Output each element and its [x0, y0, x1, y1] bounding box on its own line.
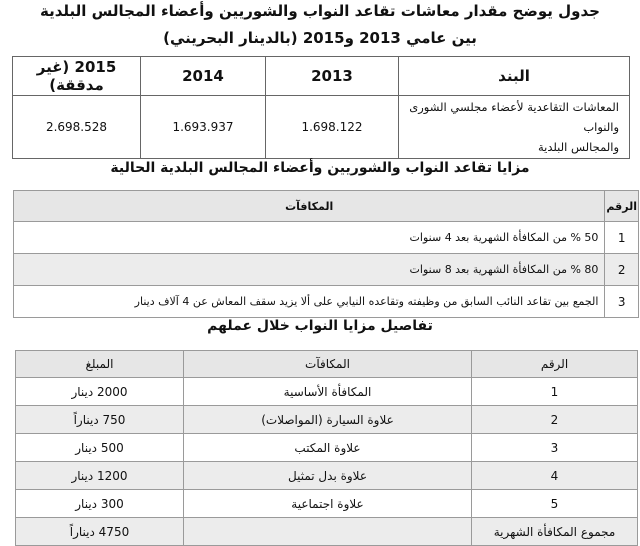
row-number: 1	[472, 378, 638, 406]
item-line-2: والمجالس البلدية	[537, 140, 619, 154]
header-2013: 2013	[266, 57, 399, 96]
table-header-row	[16, 351, 638, 378]
table-row	[16, 378, 638, 406]
row-number: 3	[605, 286, 639, 318]
section-heading-benefits: مزايا تقاعد النواب والشوريين وأعضاء المجالس البلدية الحالية	[110, 160, 530, 176]
header-amount: المبلغ	[16, 351, 184, 378]
row-text: 50 % من المكافأة الشهرية بعد 4 سنوات	[14, 222, 605, 254]
row-name: علاوة السيارة (المواصلات)	[184, 406, 472, 434]
document-title-line-1: جدول يوضح مقدار معاشات تقاعد النواب والشوريين وأعضاء المجالس البلدية	[40, 2, 600, 20]
table-row	[16, 490, 638, 518]
row-amount: 1200 دينار	[16, 462, 184, 490]
row-number: 5	[472, 490, 638, 518]
header-number: الرقم	[605, 191, 639, 222]
table-header-row	[13, 57, 630, 96]
allowances-table	[15, 350, 638, 546]
row-name: علاوة اجتماعية	[184, 490, 472, 518]
header-benefits: المكافآت	[14, 191, 605, 222]
table-row	[14, 222, 639, 254]
row-text: الجمع بين تقاعد النائب السابق من وظيفته وتقاعده النيابي على ألا يزيد سقف المعاش عن 4 آلاف دينار	[14, 286, 605, 318]
table-row	[16, 462, 638, 490]
header-2015: 2015 (غير مدققة)	[13, 57, 141, 96]
section-heading-allowances: تفاصيل مزايا النواب خلال عملهم	[207, 318, 433, 334]
value-2015: 2.698.528	[13, 96, 141, 159]
pension-amounts-table	[12, 56, 630, 159]
row-amount: 750 ديناراً	[16, 406, 184, 434]
header-item: البند	[399, 57, 630, 96]
row-number: 1	[605, 222, 639, 254]
total-row	[16, 518, 638, 546]
retirement-benefits-table	[13, 190, 639, 318]
row-amount: 2000 دينار	[16, 378, 184, 406]
document-title-line-2: بين عامي 2013 و2015 (بالدينار البحريني)	[163, 29, 477, 47]
value-2013: 1.698.122	[266, 96, 399, 159]
row-name: علاوة بدل تمثيل	[184, 462, 472, 490]
table-row	[14, 286, 639, 318]
row-number: 2	[605, 254, 639, 286]
total-amount: 4750 ديناراً	[16, 518, 184, 546]
item-cell	[399, 96, 630, 159]
row-number: 4	[472, 462, 638, 490]
row-number: 2	[472, 406, 638, 434]
total-label: مجموع المكافأة الشهرية	[472, 518, 638, 546]
header-number: الرقم	[472, 351, 638, 378]
row-amount: 300 دينار	[16, 490, 184, 518]
table-row	[14, 254, 639, 286]
table-row	[13, 96, 630, 159]
row-text: 80 % من المكافأة الشهرية بعد 8 سنوات	[14, 254, 605, 286]
table-header-row	[14, 191, 639, 222]
row-name: المكافأة الأساسية	[184, 378, 472, 406]
item-line-1: المعاشات التقاعدية لأعضاء مجلسي الشورى والنواب	[409, 100, 619, 134]
table-row	[16, 406, 638, 434]
value-2014: 1.693.937	[141, 96, 266, 159]
total-empty-cell	[184, 518, 472, 546]
table-row	[16, 434, 638, 462]
row-amount: 500 دينار	[16, 434, 184, 462]
header-2014: 2014	[141, 57, 266, 96]
header-benefits: المكافآت	[184, 351, 472, 378]
row-number: 3	[472, 434, 638, 462]
row-name: علاوة المكتب	[184, 434, 472, 462]
